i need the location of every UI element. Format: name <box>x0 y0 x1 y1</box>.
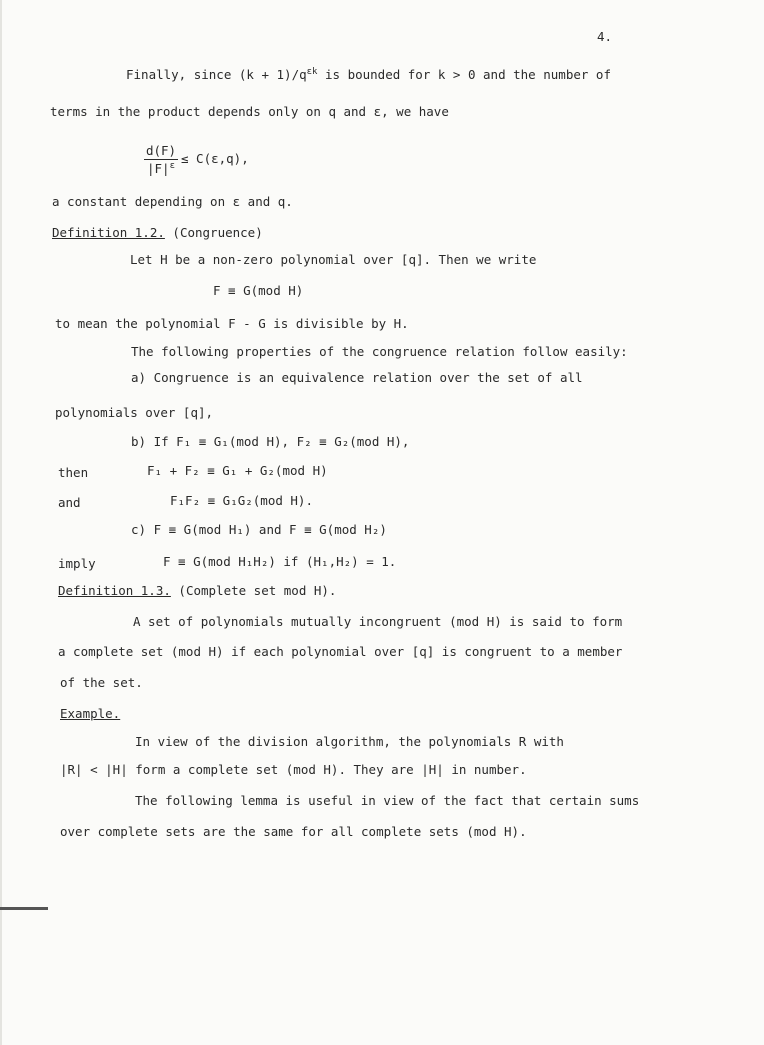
paragraph-line: a constant depending on ε and q. <box>52 194 293 209</box>
list-item-a: a) Congruence is an equivalence relation over the set of all <box>131 370 583 385</box>
display-formula: F ≡ G(mod H₁H₂) if (H₁,H₂) = 1. <box>163 554 397 569</box>
display-formula: F₁F₂ ≡ G₁G₂(mod H). <box>170 493 313 508</box>
paragraph-line: terms in the product depends only on q and ε, we have <box>50 104 449 119</box>
definition-label: Definition 1.2. <box>52 225 165 240</box>
page-number: 4. <box>597 29 613 44</box>
display-formula: F₁ + F₂ ≡ G₁ + G₂(mod H) <box>147 463 328 478</box>
formula-label: then <box>58 465 89 480</box>
paragraph-line: The following properties of the congruence relation follow easily: <box>131 344 628 359</box>
paragraph-line: polynomials over [q], <box>55 405 214 420</box>
formula-label: and <box>58 495 81 510</box>
paragraph-line: Finally, since $(k + 1)/q^{\varepsilon k}$ is bounded for k > 0 and the number of <box>126 66 611 82</box>
paragraph-line: Let H be a non-zero polynomial over [q]. Then we write <box>130 252 537 267</box>
example-heading: Example. <box>60 706 121 721</box>
list-item-c: c) F ≡ G(mod H₁) and F ≡ G(mod H₂) <box>131 522 387 537</box>
paragraph-line: over complete sets are the same for all complete sets (mod H). <box>60 824 527 839</box>
fraction-numerator: d(F) <box>145 143 177 158</box>
formula-label: imply <box>58 556 96 571</box>
definition-heading: Definition 1.3. (Complete set mod H). <box>58 583 337 598</box>
paragraph-line: A set of polynomials mutually incongruent (mod H) is said to form <box>133 614 623 629</box>
paragraph-line: In view of the division algorithm, the polynomials R with <box>135 734 564 749</box>
list-item-b: b) If F₁ ≡ G₁(mod H), F₂ ≡ G₂(mod H), <box>131 434 410 449</box>
paragraph-line: |R| < |H| form a complete set (mod H). They are |H| in number. <box>60 762 527 777</box>
fraction-denominator: $|F|^\varepsilon$ <box>147 160 175 176</box>
display-formula: F ≡ G(mod H) <box>213 283 304 298</box>
inequality-rhs: ≤ C(ε,q), <box>181 151 249 166</box>
fraction-formula <box>144 143 178 178</box>
paragraph-line: of the set. <box>60 675 143 690</box>
paragraph-line: The following lemma is useful in view of the fact that certain sums <box>135 793 640 808</box>
paragraph-line: a complete set (mod H) if each polynomial over [q] is congruent to a member <box>58 644 623 659</box>
definition-heading: Definition 1.2. (Congruence) <box>52 225 263 240</box>
page-edge <box>0 0 2 1045</box>
paragraph-line: to mean the polynomial F - G is divisible by H. <box>55 316 409 331</box>
scan-artifact-mark <box>0 907 48 910</box>
definition-label: Definition 1.3. <box>58 583 171 598</box>
